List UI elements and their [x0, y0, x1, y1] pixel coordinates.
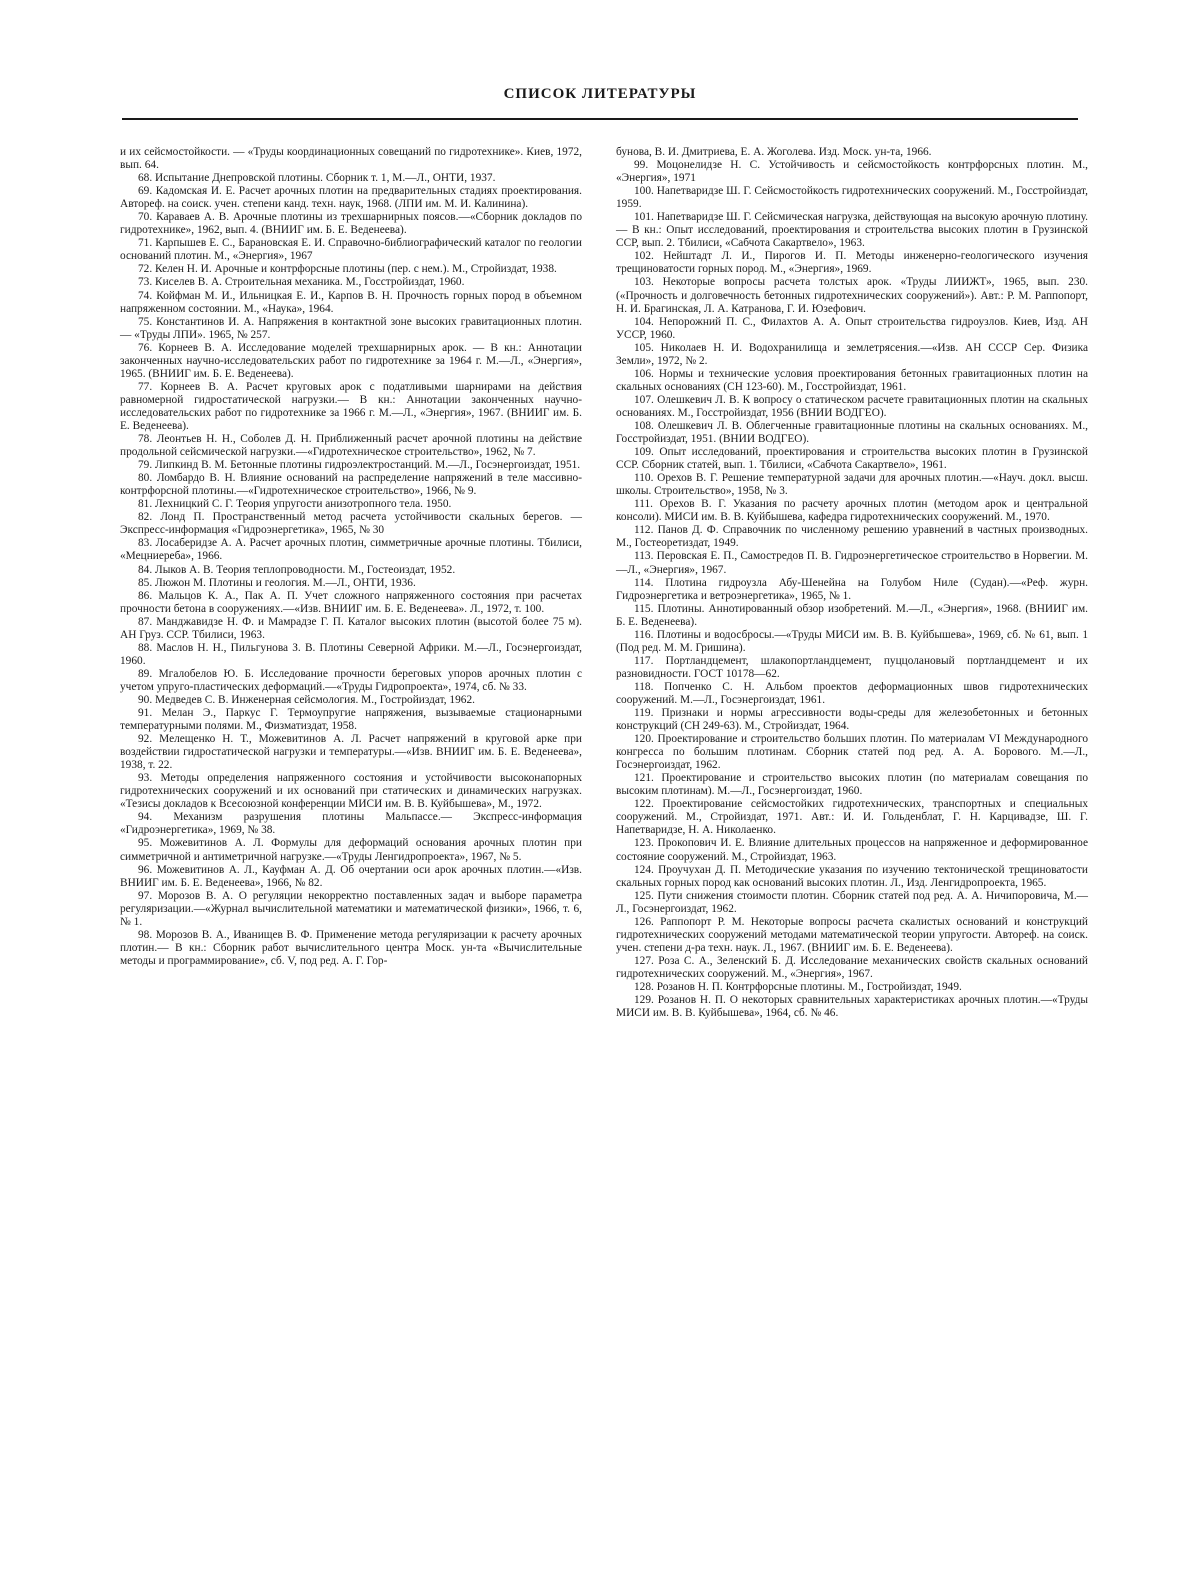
bibliography-entry: 73. Киселев В. А. Строительная механика. М., Госстройиздат, 1960. [138, 276, 465, 289]
bibliography-entry: 83. Лосаберидзе А. А. Расчет арочных плотин, симметричные арочные плотины. Тбилиси, «Мецниереба», 1966. [120, 537, 582, 563]
bibliography-entry: 102. Нейштадт Л. И., Пирогов И. П. Методы инженерно-геологического изучения трещиноватости горных пород. М., «Энергия», 1969. [616, 250, 1088, 276]
bibliography-entry: 103. Некоторые вопросы расчета толстых арок. «Труды ЛИИЖТ», 1965, вып. 230. («Прочность и долговечность бетонных гидротехнических сооружений»). Авт.: Р. М. Раппопорт, Н. И. Брагинская, Л. А. Катранова, Г. И. Юзефович. [616, 276, 1088, 315]
bibliography-entry: 79. Липкинд В. М. Бетонные плотины гидроэлектростанций. М.—Л., Госэнергоиздат, 1951. [138, 459, 581, 472]
right-column [616, 146, 1088, 1020]
bibliography-entry: 68. Испытание Днепровской плотины. Сборник т. 1, М.—Л., ОНТИ, 1937. [138, 172, 496, 185]
bibliography-entry: 115. Плотины. Аннотированный обзор изобретений. М.—Л., «Энергия», 1968. (ВНИИГ им. Б. Е. Веденеева). [616, 602, 1088, 628]
bibliography-entry: 110. Орехов В. Г. Решение температурной задачи для арочных плотин.—«Науч. докл. высш. школы. Строительство», 1958, № 3. [616, 472, 1088, 498]
bibliography-entry: 123. Прокопович И. Е. Влияние длительных процессов на напряженное и деформированное состояние сооружений. М., Стройиздат, 1963. [616, 837, 1088, 863]
bibliography-entry: 128. Розанов Н. П. Контрфорсные плотины. М., Гостройиздат, 1949. [634, 981, 962, 993]
bibliography-entry: 86. Мальцов К. А., Пак А. П. Учет сложного напряженного состояния при расчетах прочности бетона в сооружениях.—«Изв. ВНИИГ им. Б. Е. Веденеева». Л., 1972, т. 100. [120, 589, 582, 615]
bibliography-entry: 101. Напетваридзе Ш. Г. Сейсмическая нагрузка, действующая на высокую арочную плотину.— В кн.: Опыт исследований, проектирования и строительства высоких плотин в Грузинской ССР, вып. 2. Тбилиси, «Сабчота Сакартвело», 1963. [616, 211, 1088, 250]
bibliography-entry: 98. Морозов В. А., Иванищев В. Ф. Применение метода регуляризации к расчету арочных плотин.— В кн.: Сборник работ вычислительного центра Моск. ун-та «Вычислительные методы и программирование», сб. V, под ред. А. Г. Гор- [120, 928, 582, 967]
bibliography-entry: 99. Моцонелидзе Н. С. Устойчивость и сейсмостойкость контрфорсных плотин. М., «Энергия», 1971 [616, 159, 1088, 185]
bibliography-entry: 118. Попченко С. Н. Альбом проектов деформационных швов гидротехнических сооружений. М.—Л., Госэнергоиздат, 1961. [616, 680, 1088, 706]
bibliography-entry: 112. Панов Д. Ф. Справочник по численному решению уравнений в частных производных. М., Гостеоретиздат, 1949. [616, 524, 1088, 550]
bibliography-entry: 129. Розанов Н. П. О некоторых сравнительных характеристиках арочных плотин.—«Труды МИСИ им. В. В. Куйбышева», 1964, сб. № 46. [616, 994, 1088, 1020]
bibliography-entry: 75. Константинов И. А. Напряжения в контактной зоне высоких гравитационных плотин. — «Труды ЛПИ». 1965, № 257. [120, 315, 582, 341]
bibliography-entry: 119. Признаки и нормы агрессивности воды-среды для железобетонных и бетонных конструкций (СН 249-63). М., Стройиздат, 1964. [616, 707, 1088, 733]
bibliography-entry: 96. Можевитинов А. Л., Кауфман А. Д. Об очертании оси арок арочных плотин.—«Изв. ВНИИГ им. Б. Е. Веденеева», 1966, № 82. [120, 863, 582, 889]
bibliography-entry: 107. Олешкевич Л. В. К вопросу о статическом расчете гравитационных плотин на скальных основаниях. М., Госстройиздат, 1956 (ВНИИ ВОДГЕО). [616, 393, 1088, 419]
bibliography-entry: 74. Койфман М. И., Ильницкая Е. И., Карпов В. Н. Прочность горных пород в объемном напряженном состоянии. М., «Наука», 1964. [120, 289, 582, 315]
bibliography-entry: 121. Проектирование и строительство высоких плотин (по материалам совещания по высоким плотинам). М.—Л., Госэнергоиздат, 1960. [616, 772, 1088, 798]
bibliography-entry: 77. Корнеев В. А. Расчет круговых арок с податливыми шарнирами на действия равномерной гидростатической нагрузки.— В кн.: Аннотации законченных научно-исследовательских работ по гидротехнике за 1966 г. М.—Л., «Энергия», 1967. (ВНИИГ им. Б. Е. Веденеева). [120, 380, 582, 432]
bibliography-entry: 82. Лонд П. Пространственный метод расчета устойчивости скальных берегов. — Экспресс-информация «Гидроэнергетика», 1965, № 30 [120, 511, 582, 537]
bibliography-entry: 87. Манджавидзе Н. Ф. и Мамрадзе Г. П. Каталог высоких плотин (высотой более 75 м). АН Груз. ССР. Тбилиси, 1963. [120, 615, 582, 641]
bibliography-entry: 127. Роза С. А., Зеленский Б. Д. Исследование механических свойств скальных оснований гидротехнических сооружений. М., «Энергия», 1967. [616, 954, 1088, 980]
bibliography-entry: 92. Мелещенко Н. Т., Можевитинов А. Л. Расчет напряжений в круговой арке при воздействии гидростатической нагрузки и температуры.—«Изв. ВНИИГ им. Б. Е. Веденеева», 1938, т. 22. [120, 733, 582, 772]
bibliography-entry: 76. Корнеев В. А. Исследование моделей трехшарнирных арок. — В кн.: Аннотации законченных научно-исследовательских работ по гидротехнике за 1964 г. М.—Л., «Энергия», 1965. (ВНИИГ им. Б. Е. Веденеева). [120, 341, 582, 380]
bibliography-entry: 111. Орехов В. Г. Указания по расчету арочных плотин (методом арок и центральной консоли). МИСИ им. В. В. Куйбышева, кафедра гидротехнических сооружений. М., 1970. [616, 498, 1088, 524]
bibliography-entry: 109. Опыт исследований, проектирования и строительства высоких плотин в Грузинской ССР. Сборник статей, вып. 1. Тбилиси, «Сабчота Сакартвело», 1961. [616, 446, 1088, 472]
bibliography-entry: 93. Методы определения напряженного состояния и устойчивости высоконапорных гидротехнических сооружений и их оснований при статических и динамических нагрузках. «Тезисы докладов к Всесоюзной конференции МИСИ им. В. В. Куйбышева», М., 1972. [120, 772, 582, 811]
bibliography-entry: 116. Плотины и водосбросы.—«Труды МИСИ им. В. В. Куйбышева», 1969, сб. № 61, вып. 1 (Под ред. М. М. Гришина). [616, 628, 1088, 654]
bibliography-entry: 117. Портландцемент, шлакопортландцемент, пуццолановый портландцемент и их разновидности. ГОСТ 10178—62. [616, 654, 1088, 680]
bibliography-entry: 89. Мгалобелов Ю. Б. Исследование прочности береговых упоров арочных плотин с учетом упруго-пластических деформаций.—«Труды Гидропроекта», 1974, сб. № 33. [120, 667, 582, 693]
bibliography-entry: 78. Леонтьев Н. Н., Соболев Д. Н. Приближенный расчет арочной плотины на действие продольной сейсмической нагрузки.—«Гидротехническое строительство», 1962, № 7. [120, 433, 582, 459]
header-rule [122, 118, 1078, 120]
bibliography-entry: 125. Пути снижения стоимости плотин. Сборник статей под ред. А. А. Ничипоровича, М.—Л., Госэнергоиздат, 1962. [616, 889, 1088, 915]
page-header-title: СПИСОК ЛИТЕРАТУРЫ [503, 86, 697, 102]
bibliography-entry: 124. Проучухан Д. П. Методические указания по изучению тектонической трещиноватости скальных горных пород как оснований высоких плотин. Л., Изд. Ленгидропроекта, 1965. [616, 863, 1088, 889]
bibliography-entry: 91. Мелан Э., Паркус Г. Термоупругие напряжения, вызываемые стационарными температурными полями. М., Физматиздат, 1958. [120, 707, 582, 733]
bibliography-entry: 106. Нормы и технические условия проектирования бетонных гравитационных плотин на скальных основаниях (СН 123-60). М., Госстройиздат, 1961. [616, 367, 1088, 393]
bibliography-entry: 90. Медведев С. В. Инженерная сейсмология. М., Гостройиздат, 1962. [138, 693, 475, 706]
bibliography-entry: 84. Лыков А. В. Теория теплопроводности. М., Гостеоиздат, 1952. [138, 563, 456, 576]
bibliography-entry: 85. Люжон М. Плотины и геология. М.—Л., ОНТИ, 1936. [138, 576, 416, 589]
bibliography-entry: 100. Напетваридзе Ш. Г. Сейсмостойкость гидротехнических сооружений. М., Госстройиздат, 1959. [616, 185, 1088, 211]
bibliography-entry: 97. Морозов В. А. О регуляции некорректно поставленных задач и выборе параметра регуляризации.—«Журнал вычислительной математики и математической физики», 1966, т. 6, № 1. [120, 889, 582, 928]
bibliography-entry: 80. Ломбардо В. Н. Влияние оснований на распределение напряжений в теле массивно-контрфорсной плотины.—«Гидротехническое строительство», 1966, № 9. [120, 472, 582, 498]
bibliography-entry: 104. Непорожний П. С., Филахтов А. А. Опыт строительства гидроузлов. Киев, Изд. АН УССР, 1960. [616, 315, 1088, 341]
bibliography-entry: 81. Лехницкий С. Г. Теория упругости анизотропного тела. 1950. [138, 498, 452, 511]
bibliography-entry: 126. Раппопорт Р. М. Некоторые вопросы расчета скалистых оснований и конструкций гидротехнических сооружений методами математической теории упругости. Автореф. на соиск. учен. степени д-ра техн. наук. Л., 1967. (ВНИИГ им. Б. Е. Веденеева). [616, 915, 1088, 954]
bibliography-entry: 95. Можевитинов А. Л. Формулы для деформаций основания арочных плотин при симметричной и антиметричной нагрузке.—«Труды Ленгидропроекта», 1967, № 5. [120, 837, 582, 863]
bibliography-entry: бунова, В. И. Дмитриева, Е. А. Жоголева. Изд. Моск. ун-та, 1966. [616, 146, 932, 158]
bibliography-entry: 69. Кадомская И. Е. Расчет арочных плотин на предварительных стадиях проектирования. Автореф. на соиск. учен. степени канд. техн. наук, 1968. (ЛПИ им. М. И. Калинина). [120, 185, 582, 211]
bibliography-entry: 114. Плотина гидроузла Абу-Шенейна на Голубом Ниле (Судан).—«Реф. журн. Гидроэнергетика и ветроэнергетика», 1965, № 1. [616, 576, 1088, 602]
left-column [120, 146, 582, 968]
bibliography-entry: 108. Олешкевич Л. В. Облегченные гравитационные плотины на скальных основаниях. М., Госстройиздат, 1951. (ВНИИ ВОДГЕО). [616, 419, 1088, 446]
bibliography-entry: и их сейсмостойкости. — «Труды координационных совещаний по гидротехнике». Киев, 1972, вып. 64. [120, 146, 582, 172]
bibliography-entry: 120. Проектирование и строительство больших плотин. По материалам VI Международного конгресса по большим плотинам. Сборник статей под ред. А. А. Борового. М.—Л., Госэнергоиздат, 1962. [616, 733, 1088, 772]
bibliography-entry: 70. Караваев А. В. Арочные плотины из трехшарнирных поясов.—«Сборник докладов по гидротехнике», 1962, вып. 4. (ВНИИГ им. Б. Е. Веденеева). [120, 211, 582, 237]
bibliography-entry: 105. Николаев Н. И. Водохранилища и землетрясения.—«Изв. АН СССР Сер. Физика Земли», 1972, № 2. [616, 341, 1088, 367]
bibliography-entry: 122. Проектирование сейсмостойких гидротехнических, транспортных и специальных сооружений. М., Стройиздат, 1971. Авт.: И. И. Гольденблат, Г. Н. Карцивадзе, Ш. Г. Напетваридзе, Н. А. Николаенко. [616, 798, 1088, 837]
bibliography-entry: 71. Карпышев Е. С., Барановская Е. И. Справочно-библиографический каталог по геологии оснований плотин. М., «Энергия», 1967 [120, 237, 582, 263]
bibliography-entry: 113. Перовская Е. П., Самостредов П. В. Гидроэнергетическое строительство в Норвегии. М.—Л., «Энергия», 1967. [616, 550, 1088, 576]
bibliography-entry: 72. Келен Н. И. Арочные и контрфорсные плотины (пер. с нем.). М., Стройиздат, 1938. [138, 263, 557, 276]
bibliography-entry: 88. Маслов Н. Н., Пильгунова З. В. Плотины Северной Африки. М.—Л., Госэнергоиздат, 1960. [120, 641, 582, 667]
bibliography-entry: 94. Механизм разрушения плотины Мальпассе.— Экспресс-информация «Гидроэнергетика», 1969, № 38. [120, 811, 582, 837]
